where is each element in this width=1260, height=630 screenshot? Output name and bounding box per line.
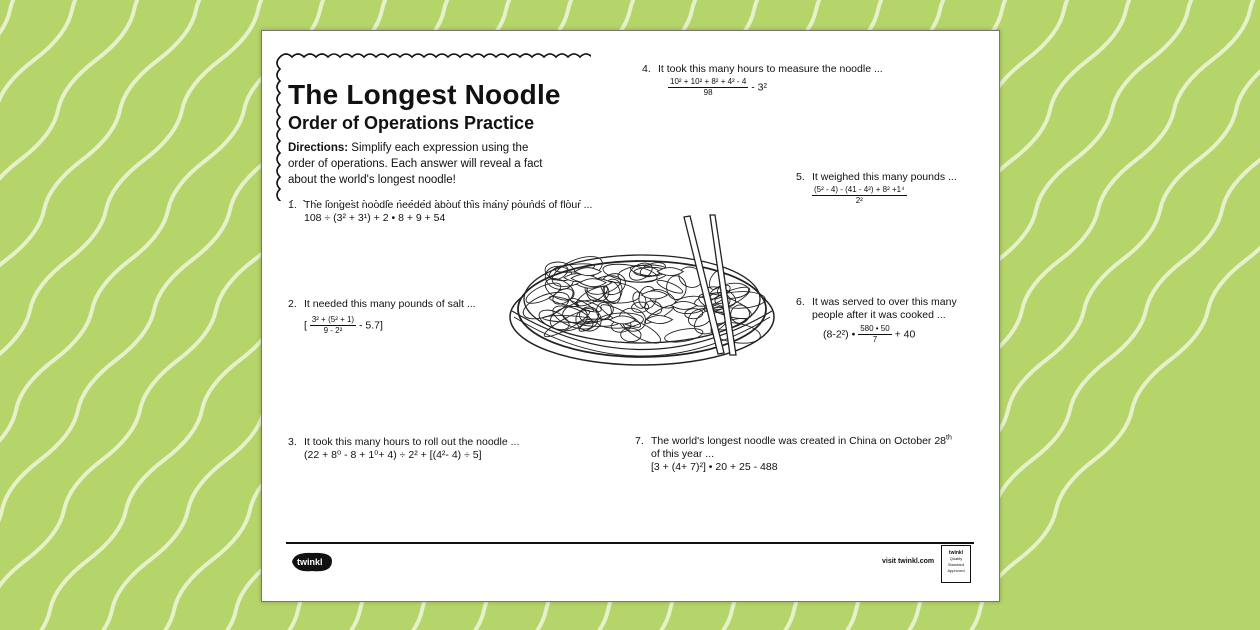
noodle-bowl-illustration [502, 213, 802, 393]
question-number: 2. [288, 298, 297, 310]
fraction-numerator: 3² + (5² + 1) [311, 315, 355, 324]
question-3 [288, 436, 519, 462]
worksheet-page [261, 30, 1000, 602]
question-number: 5. [796, 171, 805, 183]
question-5 [796, 171, 957, 206]
directions-text [288, 140, 558, 188]
fraction-denominator: 7 [872, 335, 878, 344]
expression-tail: - 5.7] [359, 319, 383, 332]
badge-title: twinkl [948, 550, 964, 556]
twinkl-logo [288, 549, 336, 575]
question-text: It needed this many pounds of salt ... [304, 298, 476, 310]
question-6 [796, 296, 957, 345]
question-text: It weighed this many pounds ... [812, 171, 957, 183]
question-number: 3. [288, 436, 297, 448]
fraction-denominator: 2² [855, 196, 863, 205]
fraction [812, 185, 907, 206]
fraction [668, 77, 748, 98]
question-expression [668, 77, 883, 98]
question-expression: (22 + 8⁰ - 8 + 1⁰+ 4) ÷ 2² + [(4²- 4) ÷ 5] [304, 449, 482, 461]
question-text: The world's longest noodle was created in China on October 28 [651, 435, 947, 447]
visit-link[interactable]: visit twinkl.com [882, 558, 935, 565]
question-expression: [3 + (4+ 7)²] • 20 + 25 - 488 [651, 461, 778, 473]
directions-body: Simplify each expression using the order of operations. Each answer will reveal a fact about the world's longest noodle! [288, 142, 543, 186]
question-4 [642, 63, 883, 98]
question-expression [812, 185, 957, 206]
fraction-numerator: 580 • 50 [860, 324, 890, 333]
wave-line [0, 0, 172, 630]
fraction-numerator: 10² + 10² + 8² + 4² - 4 [670, 77, 747, 86]
question-2 [288, 298, 476, 336]
quality-badge [941, 545, 971, 583]
question-number: 6. [796, 296, 805, 308]
question-text: It took this many hours to roll out the noodle ... [304, 436, 520, 448]
expression-head: (8-2²) • [823, 328, 856, 341]
question-text-line2: people after it was cooked ... [812, 309, 946, 321]
directions-label: Directions: [288, 142, 349, 154]
question-expression [304, 315, 476, 336]
fraction-denominator: 98 [703, 88, 713, 97]
question-expression [823, 324, 957, 345]
question-text: The longest noodle needed about this many pounds of flour ... [304, 199, 593, 211]
question-7 [635, 435, 952, 474]
question-number: 1. [288, 199, 297, 211]
page-subtitle: Order of Operations Practice [288, 113, 535, 133]
title-box [274, 51, 591, 201]
expression-open: [ [304, 319, 307, 332]
question-text: It was served to over this many [812, 296, 957, 308]
superscript: th [946, 434, 952, 442]
question-number: 7. [635, 435, 644, 447]
question-text: It took this many hours to measure the noodle ... [658, 63, 883, 75]
fraction-numerator: (5² - 4) - (41 - 4²) + 8² +1⁴ [814, 185, 905, 194]
expression-tail: - 3² [751, 81, 767, 94]
badge-text: Quality Standard Approved [947, 556, 965, 573]
question-number: 4. [642, 63, 651, 75]
fraction [858, 324, 892, 345]
page-title: The Longest Noodle [288, 79, 561, 110]
twinkl-logo-text: twinkl [297, 557, 323, 567]
question-expression: 108 ÷ (3² + 3¹) + 2 • 8 + 9 + 54 [304, 212, 446, 224]
fraction [310, 315, 356, 336]
fraction-denominator: 9 - 2² [323, 326, 343, 335]
wave-line [0, 0, 48, 630]
wave-line [0, 0, 234, 630]
wave-line [0, 0, 110, 630]
question-text-line2: of this year ... [651, 448, 715, 460]
footer-rule [286, 542, 974, 544]
expression-tail: + 40 [894, 328, 916, 341]
